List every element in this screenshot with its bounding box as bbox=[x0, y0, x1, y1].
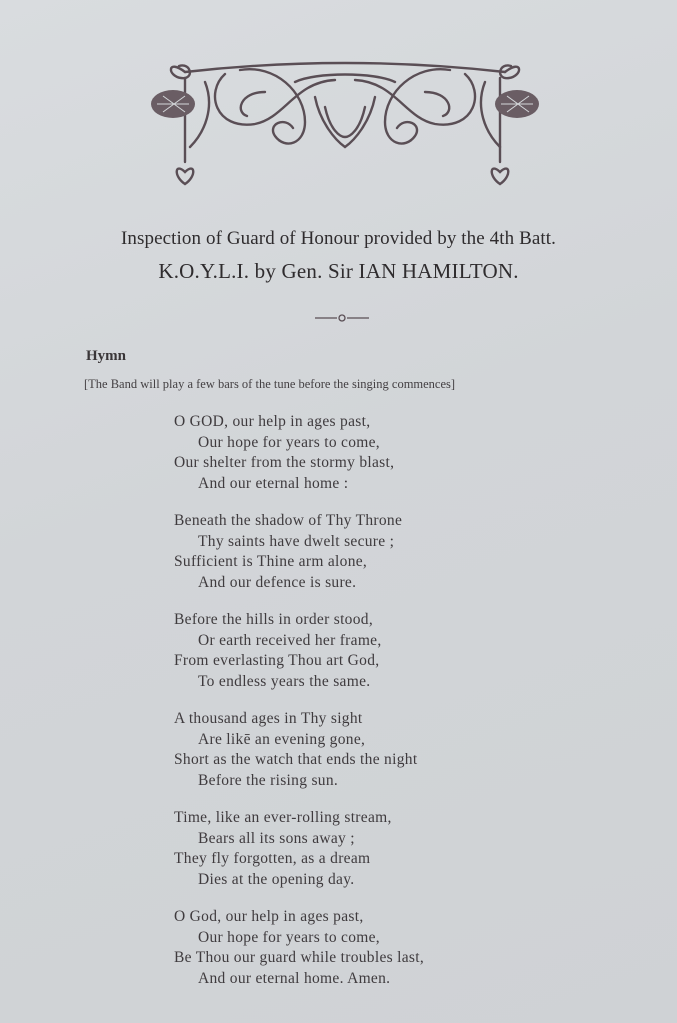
page-title-line1: Inspection of Guard of Honour provided by the 4th Batt. bbox=[120, 228, 557, 249]
verse-line: O God, our help in ages past, bbox=[174, 908, 364, 925]
verse bbox=[174, 709, 574, 791]
verse-line: Be Thou our guard while troubles last, bbox=[174, 949, 425, 966]
verse-line: Short as the watch that ends the night bbox=[174, 751, 418, 768]
verse-line: They fly forgotten, as a dream bbox=[174, 850, 371, 867]
verse-line: Our shelter from the stormy blast, bbox=[174, 454, 395, 471]
verse-line: Before the rising sun. bbox=[198, 771, 339, 789]
verse-line: Before the hills in order stood, bbox=[174, 611, 374, 628]
decorative-scroll-ornament-icon bbox=[145, 52, 545, 192]
verse-line: Time, like an ever-rolling stream, bbox=[174, 809, 392, 826]
verse-line: Dies at the opening day. bbox=[198, 870, 355, 888]
verse-line: O GOD, our help in ages past, bbox=[174, 413, 371, 430]
verse bbox=[174, 907, 574, 989]
verse bbox=[174, 511, 574, 593]
page-title-line2: K.O.Y.L.I. by Gen. Sir IAN HAMILTON. bbox=[158, 259, 519, 283]
verse-line: To endless years the same. bbox=[198, 672, 371, 690]
verse bbox=[174, 808, 574, 890]
verse-line: Our hope for years to come, bbox=[198, 433, 380, 451]
verse-line: Our hope for years to come, bbox=[198, 928, 380, 946]
verse-line: A thousand ages in Thy sight bbox=[174, 710, 363, 727]
verse-line: Or earth received her frame, bbox=[198, 631, 382, 649]
verse-line: And our defence is sure. bbox=[198, 573, 357, 591]
verse-line: Sufficient is Thine arm alone, bbox=[174, 553, 368, 570]
verse bbox=[174, 610, 574, 692]
hymn-heading: Hymn bbox=[86, 348, 127, 364]
verse-line: And our eternal home. Amen. bbox=[198, 969, 391, 987]
verse-line: Are likē an evening gone, bbox=[198, 730, 366, 748]
verse-line: From everlasting Thou art God, bbox=[174, 652, 380, 669]
verse bbox=[174, 412, 574, 494]
hymn-verses bbox=[174, 412, 574, 1006]
verse-line: Bears all its sons away ; bbox=[198, 829, 355, 847]
divider-ornament-icon bbox=[313, 311, 371, 325]
verse-line: And our eternal home : bbox=[198, 474, 349, 492]
band-instruction: [The Band will play a few bars of the tune before the singing commences] bbox=[84, 377, 456, 391]
verse-line: Beneath the shadow of Thy Throne bbox=[174, 512, 403, 529]
verse-line: Thy saints have dwelt secure ; bbox=[198, 532, 395, 550]
